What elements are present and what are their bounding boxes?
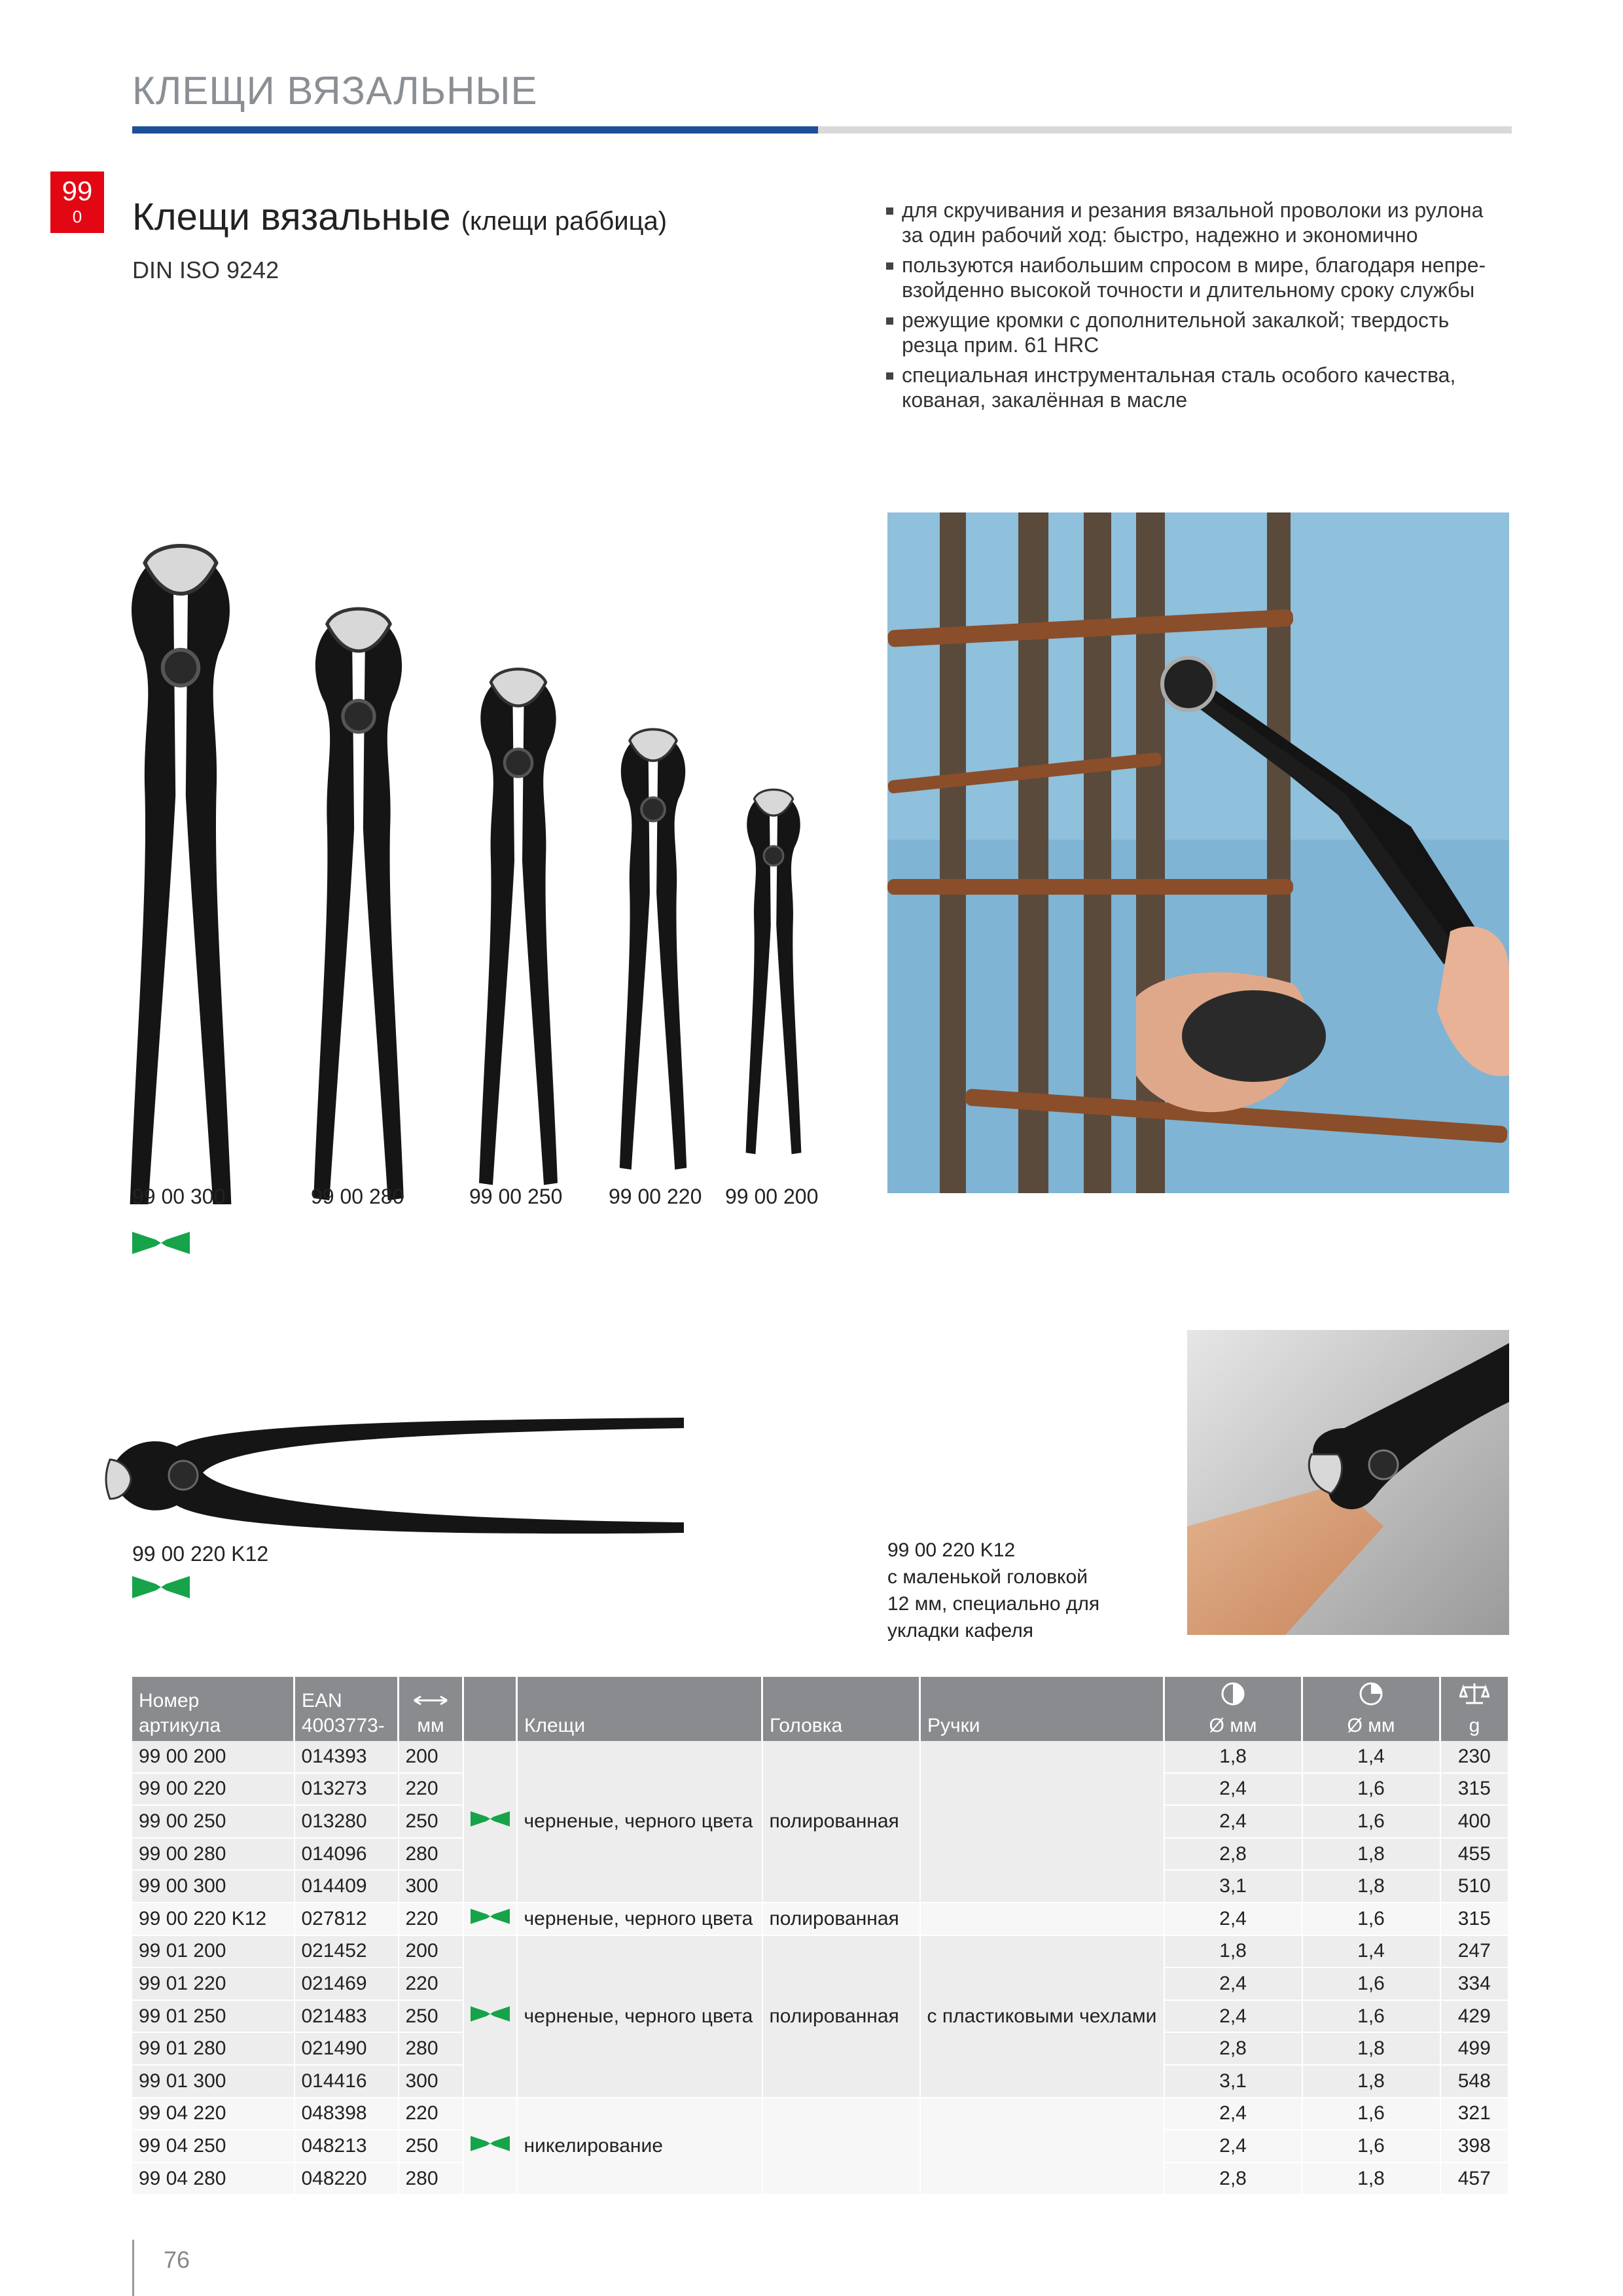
cell-weight: 230 bbox=[1440, 1741, 1508, 1773]
grip-icon bbox=[132, 1229, 190, 1257]
cell-wire-hard: 1,8 bbox=[1302, 1870, 1440, 1903]
col-weight: g bbox=[1440, 1677, 1508, 1741]
cell-ean: 021490 bbox=[294, 2032, 399, 2065]
cell-tongs: никелирование bbox=[517, 2098, 762, 2195]
cell-wire-soft: 2,8 bbox=[1164, 2162, 1302, 2195]
table-row bbox=[132, 1935, 1508, 1968]
cell-length: 220 bbox=[399, 1967, 463, 2000]
cell-ean: 021452 bbox=[294, 1935, 399, 1968]
cell-ean: 013273 bbox=[294, 1773, 399, 1806]
plier-99-00-250 bbox=[479, 669, 558, 1185]
cell-weight: 510 bbox=[1440, 1870, 1508, 1903]
cell-length: 280 bbox=[399, 2162, 463, 2195]
cell-weight: 400 bbox=[1440, 1805, 1508, 1838]
cell-tongs: черненые, черного цвета bbox=[517, 1935, 762, 2098]
grip-icon bbox=[132, 1573, 190, 1601]
cell-length: 250 bbox=[399, 1805, 463, 1838]
cell-length: 220 bbox=[399, 2098, 463, 2130]
cell-length: 250 bbox=[399, 2000, 463, 2033]
col-article: Номер артикула bbox=[132, 1677, 294, 1741]
col-wire-hard: Ø мм bbox=[1302, 1677, 1440, 1741]
cell-handles: с пластиковыми чехлами bbox=[920, 1935, 1164, 2098]
cell-tongs: черненые, черного цвета bbox=[517, 1903, 762, 1935]
cell-wire-soft: 2,4 bbox=[1164, 2130, 1302, 2162]
cell-wire-hard: 1,4 bbox=[1302, 1935, 1440, 1968]
cell-wire-soft: 3,1 bbox=[1164, 2065, 1302, 2098]
cell-length: 220 bbox=[399, 1773, 463, 1806]
cell-article: 99 01 250 bbox=[132, 2000, 294, 2033]
cell-wire-soft: 1,8 bbox=[1164, 1935, 1302, 1968]
cell-wire-hard: 1,6 bbox=[1302, 1967, 1440, 2000]
plier-99-00-280 bbox=[313, 609, 404, 1200]
cell-length: 200 bbox=[399, 1935, 463, 1968]
cell-ean: 027812 bbox=[294, 1903, 399, 1935]
cell-wire-soft: 2,4 bbox=[1164, 2000, 1302, 2033]
cell-ean: 048213 bbox=[294, 2130, 399, 2162]
half-circle-icon bbox=[1220, 1681, 1246, 1707]
cell-length: 300 bbox=[399, 2065, 463, 2098]
cell-weight: 315 bbox=[1440, 1773, 1508, 1806]
cell-weight: 321 bbox=[1440, 2098, 1508, 2130]
table-header-row bbox=[132, 1677, 1508, 1741]
category-badge bbox=[50, 171, 104, 233]
cell-article: 99 01 280 bbox=[132, 2032, 294, 2065]
cell-wire-hard: 1,8 bbox=[1302, 2032, 1440, 2065]
cell-wire-soft: 2,4 bbox=[1164, 1903, 1302, 1935]
col-ean: EAN 4003773- bbox=[294, 1677, 399, 1741]
table-row bbox=[132, 2098, 1508, 2130]
grip-icon bbox=[471, 1809, 510, 1829]
cell-ean: 014096 bbox=[294, 1838, 399, 1871]
cell-article: 99 00 250 bbox=[132, 1805, 294, 1838]
cell-wire-hard: 1,6 bbox=[1302, 1903, 1440, 1935]
cell-article: 99 04 220 bbox=[132, 2098, 294, 2130]
grip-icon bbox=[471, 2004, 510, 2024]
feature-item: для скручивания и резания вязальной проволоки из рулона за один рабочий ход: быстро, надежно и экономично bbox=[885, 198, 1513, 247]
cell-length: 280 bbox=[399, 1838, 463, 1871]
cell-weight: 499 bbox=[1440, 2032, 1508, 2065]
plier-k12-image bbox=[98, 1407, 687, 1564]
model-label-k12: 99 00 220 K12 bbox=[132, 1542, 269, 1566]
cell-grip bbox=[463, 2098, 517, 2195]
cell-wire-hard: 1,4 bbox=[1302, 1741, 1440, 1773]
cell-weight: 455 bbox=[1440, 1838, 1508, 1871]
model-label: 99 00 280 bbox=[311, 1185, 404, 1208]
grip-icon bbox=[471, 1907, 510, 1926]
cell-wire-hard: 1,6 bbox=[1302, 2000, 1440, 2033]
specs-table bbox=[132, 1677, 1508, 2195]
cell-grip bbox=[463, 1935, 517, 2098]
product-standard: DIN ISO 9242 bbox=[132, 257, 279, 283]
product-title-sub: (клещи раббица) bbox=[461, 207, 668, 236]
cell-ean: 021483 bbox=[294, 2000, 399, 2033]
cell-wire-hard: 1,8 bbox=[1302, 2162, 1440, 2195]
quarter-circle-icon bbox=[1358, 1681, 1384, 1707]
k12-caption: 99 00 220 K12 с маленькой головкой 12 мм, специально для укладки кафеля bbox=[887, 1539, 1100, 1641]
rebar-tying-photo bbox=[887, 512, 1509, 1193]
cell-wire-hard: 1,6 bbox=[1302, 1773, 1440, 1806]
cell-article: 99 00 200 bbox=[132, 1741, 294, 1773]
table-row bbox=[132, 1903, 1508, 1935]
cell-head: полированная bbox=[762, 1741, 920, 1903]
cell-wire-hard: 1,6 bbox=[1302, 2098, 1440, 2130]
cell-ean: 021469 bbox=[294, 1967, 399, 2000]
cell-ean: 013280 bbox=[294, 1805, 399, 1838]
plier-99-00-300 bbox=[130, 546, 232, 1204]
model-label: 99 00 250 bbox=[469, 1185, 563, 1208]
cell-article: 99 00 280 bbox=[132, 1838, 294, 1871]
cell-ean: 048220 bbox=[294, 2162, 399, 2195]
badge-number: 99 bbox=[62, 175, 93, 206]
col-wire-soft: Ø мм bbox=[1164, 1677, 1302, 1741]
cell-article: 99 00 220 K12 bbox=[132, 1903, 294, 1935]
cell-handles bbox=[920, 2098, 1164, 2195]
cell-wire-soft: 1,8 bbox=[1164, 1741, 1302, 1773]
col-tongs: Клещи bbox=[517, 1677, 762, 1741]
product-title-main: Клещи вязальные bbox=[132, 196, 451, 238]
cell-ean: 014416 bbox=[294, 2065, 399, 2098]
tile-cutting-photo bbox=[1187, 1330, 1509, 1635]
cell-weight: 334 bbox=[1440, 1967, 1508, 2000]
cell-wire-soft: 2,4 bbox=[1164, 1773, 1302, 1806]
cell-weight: 398 bbox=[1440, 2130, 1508, 2162]
cell-weight: 457 bbox=[1440, 2162, 1508, 2195]
col-length: мм bbox=[399, 1677, 463, 1741]
header-rule-gray bbox=[818, 126, 1512, 134]
col-head: Головка bbox=[762, 1677, 920, 1741]
cell-handles bbox=[920, 1741, 1164, 1903]
cell-length: 200 bbox=[399, 1741, 463, 1773]
plier-99-00-200 bbox=[746, 789, 802, 1154]
table-row bbox=[132, 1741, 1508, 1773]
cell-wire-hard: 1,6 bbox=[1302, 1805, 1440, 1838]
cell-wire-soft: 2,4 bbox=[1164, 1967, 1302, 2000]
grip-icon bbox=[471, 2134, 510, 2153]
cell-grip bbox=[463, 1741, 517, 1903]
cell-head bbox=[762, 2098, 920, 2195]
cell-wire-hard: 1,8 bbox=[1302, 2065, 1440, 2098]
section-title: КЛЕЩИ ВЯЗАЛЬНЫЕ bbox=[132, 69, 538, 113]
cell-length: 220 bbox=[399, 1903, 463, 1935]
cell-ean: 048398 bbox=[294, 2098, 399, 2130]
cell-wire-soft: 2,8 bbox=[1164, 1838, 1302, 1871]
col-handles: Ручки bbox=[920, 1677, 1164, 1741]
cell-wire-hard: 1,6 bbox=[1302, 2130, 1440, 2162]
cell-wire-hard: 1,8 bbox=[1302, 1838, 1440, 1871]
feature-item: режущие кромки с дополнительной закалкой; твердость резца прим. 61 HRC bbox=[885, 308, 1513, 357]
col-grip bbox=[463, 1677, 517, 1741]
model-label: 99 00 200 bbox=[725, 1185, 819, 1208]
cell-grip bbox=[463, 1903, 517, 1935]
cell-head: полированная bbox=[762, 1935, 920, 2098]
cell-article: 99 01 300 bbox=[132, 2065, 294, 2098]
cell-article: 99 04 280 bbox=[132, 2162, 294, 2195]
feature-item: пользуются наибольшим спросом в мире, благодаря непре- взойденно высокой точности и длительному сроку службы bbox=[885, 253, 1513, 302]
cell-article: 99 01 220 bbox=[132, 1967, 294, 2000]
cell-wire-soft: 2,4 bbox=[1164, 1805, 1302, 1838]
cell-ean: 014393 bbox=[294, 1741, 399, 1773]
page-number: 76 bbox=[164, 2246, 190, 2273]
cell-handles bbox=[920, 1903, 1164, 1935]
product-title bbox=[132, 195, 667, 239]
cell-wire-soft: 2,8 bbox=[1164, 2032, 1302, 2065]
cell-length: 300 bbox=[399, 1870, 463, 1903]
cell-length: 280 bbox=[399, 2032, 463, 2065]
feature-item: специальная инструментальная сталь особого качества, кованая, закалённая в масле bbox=[885, 363, 1513, 412]
cell-weight: 548 bbox=[1440, 2065, 1508, 2098]
cell-wire-soft: 2,4 bbox=[1164, 2098, 1302, 2130]
pliers-lineup-image bbox=[118, 393, 851, 1204]
feature-list bbox=[885, 198, 1513, 418]
cell-article: 99 01 200 bbox=[132, 1935, 294, 1968]
plier-99-00-220 bbox=[620, 729, 687, 1170]
cell-weight: 247 bbox=[1440, 1935, 1508, 1968]
cell-article: 99 04 250 bbox=[132, 2130, 294, 2162]
cell-length: 250 bbox=[399, 2130, 463, 2162]
page-line bbox=[132, 2240, 134, 2296]
cell-wire-soft: 3,1 bbox=[1164, 1870, 1302, 1903]
cell-article: 99 00 220 bbox=[132, 1773, 294, 1806]
cell-head: полированная bbox=[762, 1903, 920, 1935]
scale-icon bbox=[1459, 1681, 1489, 1707]
model-label: 99 00 300 bbox=[132, 1185, 226, 1208]
badge-subnumber: 0 bbox=[72, 207, 82, 226]
cell-tongs: черненые, черного цвета bbox=[517, 1741, 762, 1903]
cell-weight: 315 bbox=[1440, 1903, 1508, 1935]
model-label: 99 00 220 bbox=[609, 1185, 702, 1208]
cell-article: 99 00 300 bbox=[132, 1870, 294, 1903]
length-arrow-icon bbox=[413, 1694, 448, 1707]
header-rule bbox=[132, 126, 818, 134]
cell-weight: 429 bbox=[1440, 2000, 1508, 2033]
cell-ean: 014409 bbox=[294, 1870, 399, 1903]
